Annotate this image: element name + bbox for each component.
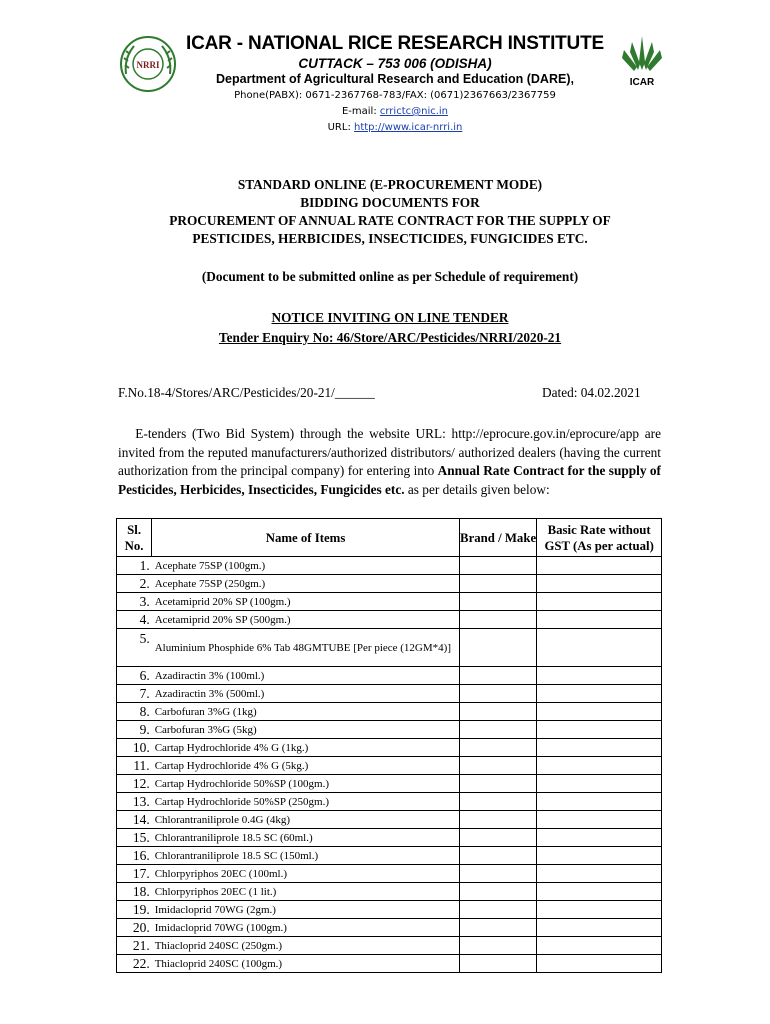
table-row — [117, 793, 662, 811]
row-sl-number: 14. — [117, 811, 152, 829]
row-rate-cell[interactable] — [537, 667, 662, 685]
row-brand-cell[interactable] — [459, 937, 536, 955]
row-item-name: Azadiractin 3% (100ml.) — [152, 667, 460, 685]
table-row — [117, 629, 662, 667]
header-brand-make: Brand / Make — [459, 519, 536, 557]
row-brand-cell[interactable] — [459, 667, 536, 685]
row-item-name: Cartap Hydrochloride 50%SP (100gm.) — [152, 775, 460, 793]
url-line — [150, 122, 640, 133]
file-number: F.No.18-4/Stores/ARC/Pesticides/20-21/______ — [118, 385, 375, 400]
row-item-name: Cartap Hydrochloride 50%SP (250gm.) — [152, 793, 460, 811]
row-sl-number: 9. — [117, 721, 152, 739]
table-row — [117, 901, 662, 919]
row-rate-cell[interactable] — [537, 703, 662, 721]
row-rate-cell[interactable] — [537, 557, 662, 575]
row-brand-cell[interactable] — [459, 955, 536, 973]
row-rate-cell[interactable] — [537, 847, 662, 865]
table-row — [117, 865, 662, 883]
row-brand-cell[interactable] — [459, 593, 536, 611]
row-rate-cell[interactable] — [537, 721, 662, 739]
row-brand-cell[interactable] — [459, 721, 536, 739]
row-brand-cell[interactable] — [459, 901, 536, 919]
row-item-name: Imidacloprid 70WG (100gm.) — [152, 919, 460, 937]
table-row — [117, 883, 662, 901]
row-rate-cell[interactable] — [537, 739, 662, 757]
row-item-name: Thiacloprid 240SC (100gm.) — [152, 955, 460, 973]
row-rate-cell[interactable] — [537, 883, 662, 901]
department-name: Department of Agricultural Research and Education (DARE), — [216, 72, 574, 86]
paragraph-bold: Annual Rate Contract for the supply of Pesticides, Herbicides, Insecticides, Fungicides etc. — [118, 463, 661, 497]
row-item-name: Thiacloprid 240SC (250gm.) — [152, 937, 460, 955]
row-rate-cell[interactable] — [537, 757, 662, 775]
table-row — [117, 575, 662, 593]
row-rate-cell[interactable] — [537, 937, 662, 955]
tender-enquiry-number: Tender Enquiry No: 46/Store/ARC/Pesticides/NRRI/2020-21 — [218, 330, 562, 345]
row-item-name: Chlorpyriphos 20EC (1 lit.) — [152, 883, 460, 901]
institute-location: CUTTACK – 753 006 (ODISHA) — [298, 56, 492, 71]
notice-heading: NOTICE INVITING ON LINE TENDER — [271, 310, 509, 325]
row-item-name: Aluminium Phosphide 6% Tab 48GMTUBE [Per piece (12GM*4)] — [152, 629, 460, 667]
row-brand-cell[interactable] — [459, 793, 536, 811]
row-brand-cell[interactable] — [459, 629, 536, 667]
table-row — [117, 811, 662, 829]
row-brand-cell[interactable] — [459, 883, 536, 901]
row-item-name: Chlorpyriphos 20EC (100ml.) — [152, 865, 460, 883]
row-brand-cell[interactable] — [459, 685, 536, 703]
institute-title: ICAR - NATIONAL RICE RESEARCH INSTITUTE — [186, 33, 604, 54]
header-item-name: Name of Items — [152, 519, 460, 557]
row-sl-number: 11. — [117, 757, 152, 775]
table-header-row — [117, 519, 662, 557]
table-row — [117, 611, 662, 629]
row-rate-cell[interactable] — [537, 793, 662, 811]
row-brand-cell[interactable] — [459, 847, 536, 865]
table-row — [117, 829, 662, 847]
table-row — [117, 703, 662, 721]
row-sl-number: 13. — [117, 793, 152, 811]
table-row — [117, 775, 662, 793]
row-brand-cell[interactable] — [459, 575, 536, 593]
row-item-name: Acetamiprid 20% SP (100gm.) — [152, 593, 460, 611]
website-link[interactable]: http://www.icar-nrri.in — [354, 122, 463, 133]
row-rate-cell[interactable] — [537, 629, 662, 667]
row-brand-cell[interactable] — [459, 811, 536, 829]
table-row — [117, 593, 662, 611]
row-brand-cell[interactable] — [459, 865, 536, 883]
row-sl-number: 18. — [117, 883, 152, 901]
row-brand-cell[interactable] — [459, 775, 536, 793]
row-brand-cell[interactable] — [459, 829, 536, 847]
email-line — [150, 106, 640, 117]
row-item-name: Cartap Hydrochloride 4% G (1kg.) — [152, 739, 460, 757]
row-item-name: Carbofuran 3%G (5kg) — [152, 721, 460, 739]
table-row — [117, 739, 662, 757]
table-row — [117, 757, 662, 775]
row-brand-cell[interactable] — [459, 919, 536, 937]
header-sl-no: Sl. No. — [117, 519, 152, 557]
row-sl-number: 12. — [117, 775, 152, 793]
row-sl-number: 6. — [117, 667, 152, 685]
items-table-body — [117, 557, 662, 973]
notice-block — [60, 308, 720, 348]
email-label: E-mail: — [341, 106, 380, 117]
row-sl-number: 10. — [117, 739, 152, 757]
row-sl-number: 5. — [117, 629, 152, 667]
row-item-name: Imidacloprid 70WG (2gm.) — [152, 901, 460, 919]
row-rate-cell[interactable] — [537, 829, 662, 847]
row-sl-number: 16. — [117, 847, 152, 865]
row-sl-number: 19. — [117, 901, 152, 919]
row-sl-number: 8. — [117, 703, 152, 721]
row-sl-number: 1. — [117, 557, 152, 575]
row-sl-number: 4. — [117, 611, 152, 629]
table-row — [117, 667, 662, 685]
row-rate-cell[interactable] — [537, 865, 662, 883]
row-sl-number: 20. — [117, 919, 152, 937]
table-row — [117, 919, 662, 937]
row-rate-cell[interactable] — [537, 593, 662, 611]
row-item-name: Azadiractin 3% (500ml.) — [152, 685, 460, 703]
table-row — [117, 557, 662, 575]
document-date: Dated: 04.02.2021 — [542, 385, 641, 400]
row-brand-cell[interactable] — [459, 757, 536, 775]
header-basic-rate: Basic Rate without GST (As per actual) — [537, 519, 662, 557]
row-item-name: Chlorantraniliprole 18.5 SC (150ml.) — [152, 847, 460, 865]
title-line-1: STANDARD ONLINE (E-PROCUREMENT MODE) — [237, 177, 543, 192]
row-sl-number: 2. — [117, 575, 152, 593]
row-sl-number: 15. — [117, 829, 152, 847]
row-sl-number: 3. — [117, 593, 152, 611]
row-sl-number: 22. — [117, 955, 152, 973]
row-sl-number: 17. — [117, 865, 152, 883]
svg-text:NRRI: NRRI — [136, 60, 160, 70]
row-rate-cell[interactable] — [537, 901, 662, 919]
row-item-name: Acephate 75SP (250gm.) — [152, 575, 460, 593]
row-item-name: Acetamiprid 20% SP (500gm.) — [152, 611, 460, 629]
phone-fax-line: Phone(PABX): 0671-2367768-783/FAX: (0671)2367663/2367759 — [234, 90, 556, 101]
row-item-name: Chlorantraniliprole 18.5 SC (60ml.) — [152, 829, 460, 847]
row-rate-cell[interactable] — [537, 775, 662, 793]
row-brand-cell[interactable] — [459, 557, 536, 575]
row-item-name: Acephate 75SP (100gm.) — [152, 557, 460, 575]
table-row — [117, 721, 662, 739]
tender-paragraph — [118, 425, 661, 499]
row-rate-cell[interactable] — [537, 919, 662, 937]
email-link[interactable]: crrictc@nic.in — [379, 106, 449, 117]
row-brand-cell[interactable] — [459, 611, 536, 629]
row-sl-number: 7. — [117, 685, 152, 703]
table-row — [117, 955, 662, 973]
row-item-name: Cartap Hydrochloride 4% G (5kg.) — [152, 757, 460, 775]
svg-text:ICAR: ICAR — [629, 77, 655, 88]
row-rate-cell[interactable] — [537, 575, 662, 593]
document-title-block — [60, 176, 720, 248]
row-sl-number: 21. — [117, 937, 152, 955]
paragraph-text-a: E-tenders (Two Bid System) through the website URL: http://eprocure.gov.in/eprocure/app are invited from the reputed manufacturers/authorized distributors/ authorized dealers (having the current authorization from the principal company) for entering into — [118, 426, 661, 479]
row-item-name: Carbofuran 3%G (1kg) — [152, 703, 460, 721]
row-rate-cell[interactable] — [537, 611, 662, 629]
row-rate-cell[interactable] — [537, 811, 662, 829]
title-line-3: PROCUREMENT OF ANNUAL RATE CONTRACT FOR THE SUPPLY OF — [169, 213, 611, 228]
items-table — [116, 518, 662, 973]
row-brand-cell[interactable] — [459, 739, 536, 757]
title-line-2: BIDDING DOCUMENTS FOR — [300, 195, 480, 210]
submission-note: (Document to be submitted online as per Schedule of requirement) — [201, 269, 579, 284]
row-rate-cell[interactable] — [537, 955, 662, 973]
title-line-4: PESTICIDES, HERBICIDES, INSECTICIDES, FUNGICIDES ETC. — [192, 231, 588, 246]
row-rate-cell[interactable] — [537, 685, 662, 703]
row-brand-cell[interactable] — [459, 703, 536, 721]
table-row — [117, 847, 662, 865]
table-row — [117, 937, 662, 955]
url-label: URL: — [327, 122, 354, 133]
paragraph-text-b: as per details given below: — [404, 481, 550, 497]
row-item-name: Chlorantraniliprole 0.4G (4kg) — [152, 811, 460, 829]
table-row — [117, 685, 662, 703]
